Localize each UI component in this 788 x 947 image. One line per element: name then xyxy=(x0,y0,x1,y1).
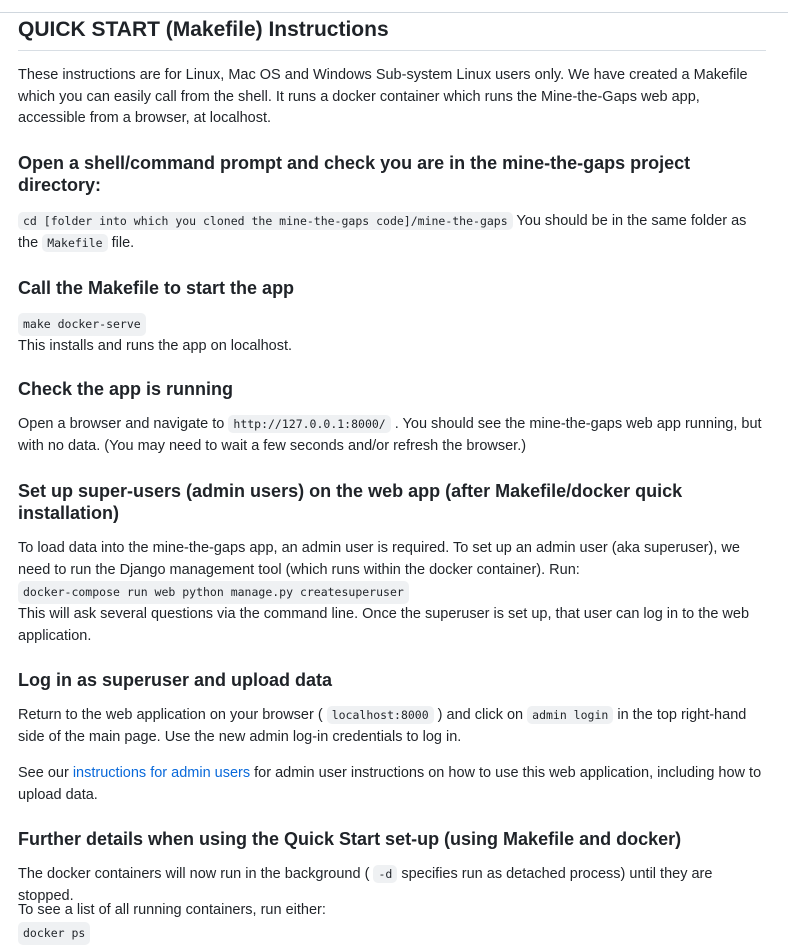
code-detached-flag: -d xyxy=(373,865,397,883)
text-see-our: See our xyxy=(18,765,73,781)
top-divider xyxy=(0,12,788,13)
paragraph-list-containers xyxy=(18,900,766,945)
text-load-data: To load data into the mine-the-gaps app, an admin user is required. To set up an admin user (aka superuser), we need to run the Django management tool (which runs within the docker container). Run: xyxy=(18,540,740,578)
text-ask-questions: This will ask several questions via the command line. Once the superuser is set up, that user can log in to the web application. xyxy=(18,606,750,644)
heading-further-details: Further details when using the Quick Start set-up (using Makefile and docker) xyxy=(18,829,682,849)
page-title: QUICK START (Makefile) Instructions xyxy=(18,16,766,51)
code-makefile: Makefile xyxy=(42,234,107,252)
text-admin-how-to: for admin user instructions on how to use this web application, including how to upload data. xyxy=(18,765,762,803)
paragraph-browser xyxy=(18,414,766,457)
heading-check-running: Check the app is running xyxy=(18,379,234,399)
text-same-folder: You should be in the same folder as the xyxy=(18,213,747,251)
admin-instructions-link[interactable]: instructions for admin users xyxy=(72,765,251,781)
heading-login-upload: Log in as superuser and upload data xyxy=(18,670,333,690)
heading-superusers: Set up super-users (admin users) on the web app (after Makefile/docker quick installation) xyxy=(18,481,683,523)
text-return: Return to the web application on your browser ( xyxy=(18,707,327,723)
code-cd-command: cd [folder into which you cloned the mine-the-gaps code]/mine-the-gaps xyxy=(18,212,513,230)
text-installs-runs: This installs and runs the app on localhost. xyxy=(18,338,293,354)
code-localhost-8000: localhost:8000 xyxy=(327,706,434,724)
paragraph-cd xyxy=(18,211,766,254)
intro-paragraph: These instructions are for Linux, Mac OS and Windows Sub-system Linux users only. We have created a Makefile which you can easily call from the shell. It runs a docker container which runs the Mine-the-Gaps web app, accessible from a browser, at localhost. xyxy=(18,67,748,127)
paragraph-see-instructions xyxy=(18,763,766,806)
text-see-list: To see a list of all running containers, run either: xyxy=(18,902,326,918)
heading-call-makefile: Call the Makefile to start the app xyxy=(18,278,295,298)
text-top-right: in the top right-hand side of the main page. Use the new admin log-in credentials to log in. xyxy=(18,707,747,745)
paragraph-superuser xyxy=(18,538,766,647)
text-should-see: . You should see the mine-the-gaps web app running, but with no data. (You may need to wait a few seconds and/or refresh the browser.) xyxy=(18,416,762,454)
code-localhost-url: http://127.0.0.1:8000/ xyxy=(228,415,390,433)
heading-open-shell: Open a shell/command prompt and check you are in the mine-the-gaps project directory: xyxy=(18,153,691,195)
text-open-browser: Open a browser and navigate to xyxy=(18,416,229,432)
paragraph-make-serve xyxy=(18,313,766,358)
code-docker-ps: docker ps xyxy=(18,922,90,945)
code-createsuperuser: docker-compose run web python manage.py createsuperuser xyxy=(18,581,409,604)
code-make-docker-serve: make docker-serve xyxy=(18,313,146,336)
text-containers-run: The docker containers will now run in the background ( xyxy=(18,866,374,882)
text-click-on: ) and click on xyxy=(433,707,528,723)
code-admin-login: admin login xyxy=(527,706,613,724)
text-file: file. xyxy=(107,234,135,251)
text-detached: specifies run as detached process) until they are stopped. xyxy=(18,866,713,904)
paragraph-return xyxy=(18,705,766,748)
